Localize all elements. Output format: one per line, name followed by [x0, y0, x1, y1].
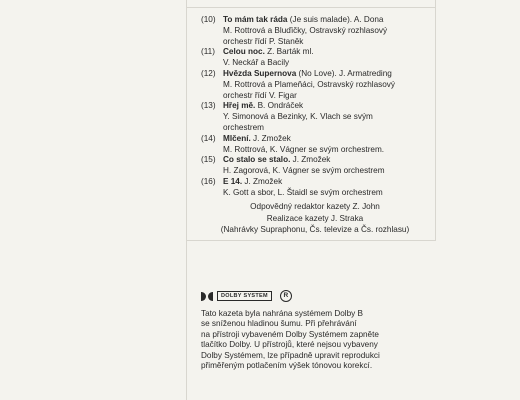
track-item — [201, 155, 433, 177]
track-item — [201, 47, 433, 69]
dolby-notice — [201, 309, 441, 371]
editor-credit: Odpovědný redaktor kazety Z. John — [250, 202, 380, 211]
track-number: (10) — [201, 15, 216, 24]
track-title: Hřej mě. — [223, 101, 256, 111]
notice-line: na přístroji vybaveném Dolby Systémem zapněte — [201, 329, 379, 339]
track-number: (14) — [201, 133, 216, 143]
notice-line: Tato kazeta byla nahrána systémem Dolby B — [201, 309, 364, 318]
track-performer: M. Rottrová, K. Vágner se svým orchestrem. — [223, 144, 385, 154]
track-number: (13) — [201, 101, 216, 111]
track-performer: orchestr řídí P. Staněk — [223, 36, 304, 46]
track-performer: orchestr řídí V. Figar — [223, 90, 297, 100]
track-title: Hvězda Supernova — [223, 68, 297, 78]
track-performer: Y. Simonová a Bezinky, K. Vlach se svým — [223, 112, 373, 122]
track-list — [201, 15, 433, 199]
dolby-double-d-icon — [201, 292, 214, 301]
track-composer: (No Love). J. Armatreding — [296, 68, 392, 78]
track-composer: Z. Barták ml. — [264, 47, 314, 57]
production-credits — [194, 201, 436, 236]
track-performer: V. Neckář a Bacily — [223, 58, 290, 68]
fold-line-bottom — [186, 240, 436, 241]
track-performer: orchestrem — [223, 122, 264, 132]
recordings-source: (Nahrávky Supraphonu, Čs. televize a Čs. rozhlasu) — [220, 225, 410, 234]
track-title: To mám tak ráda — [223, 15, 288, 24]
track-number: (12) — [201, 68, 216, 78]
track-title: Celou noc. — [223, 47, 265, 57]
notice-line: se sníženou hladinou šumu. Při přehrávání — [201, 319, 357, 329]
track-title: Mlčení. — [223, 133, 251, 143]
logo-row — [201, 290, 292, 302]
fold-line-left — [186, 0, 187, 400]
track-composer: J. Zmožek — [250, 133, 291, 143]
track-performer: M. Rottrová a Bluďičky, Ostravský rozhlasový — [223, 25, 388, 35]
track-item — [201, 177, 433, 199]
track-title: Co stalo se stalo. — [223, 155, 291, 165]
track-composer: J. Zmožek — [242, 176, 283, 186]
track-number: (16) — [201, 176, 216, 186]
track-composer: J. Zmožek — [290, 155, 331, 165]
track-number: (15) — [201, 155, 216, 165]
notice-line: přiměřeným potlačením výšek tónovou korekcí. — [201, 361, 373, 371]
track-number: (11) — [201, 47, 215, 57]
track-composer: B. Ondráček — [255, 101, 304, 111]
track-performer: M. Rottrová a Plameňáci, Ostravský rozhlasový — [223, 79, 395, 89]
track-item — [201, 15, 433, 47]
registered-trademark-icon: R — [280, 290, 292, 302]
track-item — [201, 101, 433, 133]
notice-line: Dolby Systémem, lze případně upravit reprodukci — [201, 350, 380, 360]
track-performer: H. Zagorová, K. Vágner se svým orchestrem — [223, 166, 385, 176]
fold-line-top — [186, 0, 436, 8]
track-item — [201, 69, 433, 101]
dolby-system-logo: DOLBY SYSTEM — [217, 291, 272, 301]
track-performer: K. Gott a sbor, L. Štaidl se svým orchestrem — [223, 187, 383, 197]
notice-line: tlačítko Dolby. U přístrojů, které nejsou vybaveny — [201, 340, 378, 350]
track-item — [201, 134, 433, 156]
track-title: E 14. — [223, 176, 243, 186]
track-composer: (Je suis malade). A. Dona — [287, 15, 384, 24]
realization-credit: Realizace kazety J. Straka — [266, 213, 364, 223]
